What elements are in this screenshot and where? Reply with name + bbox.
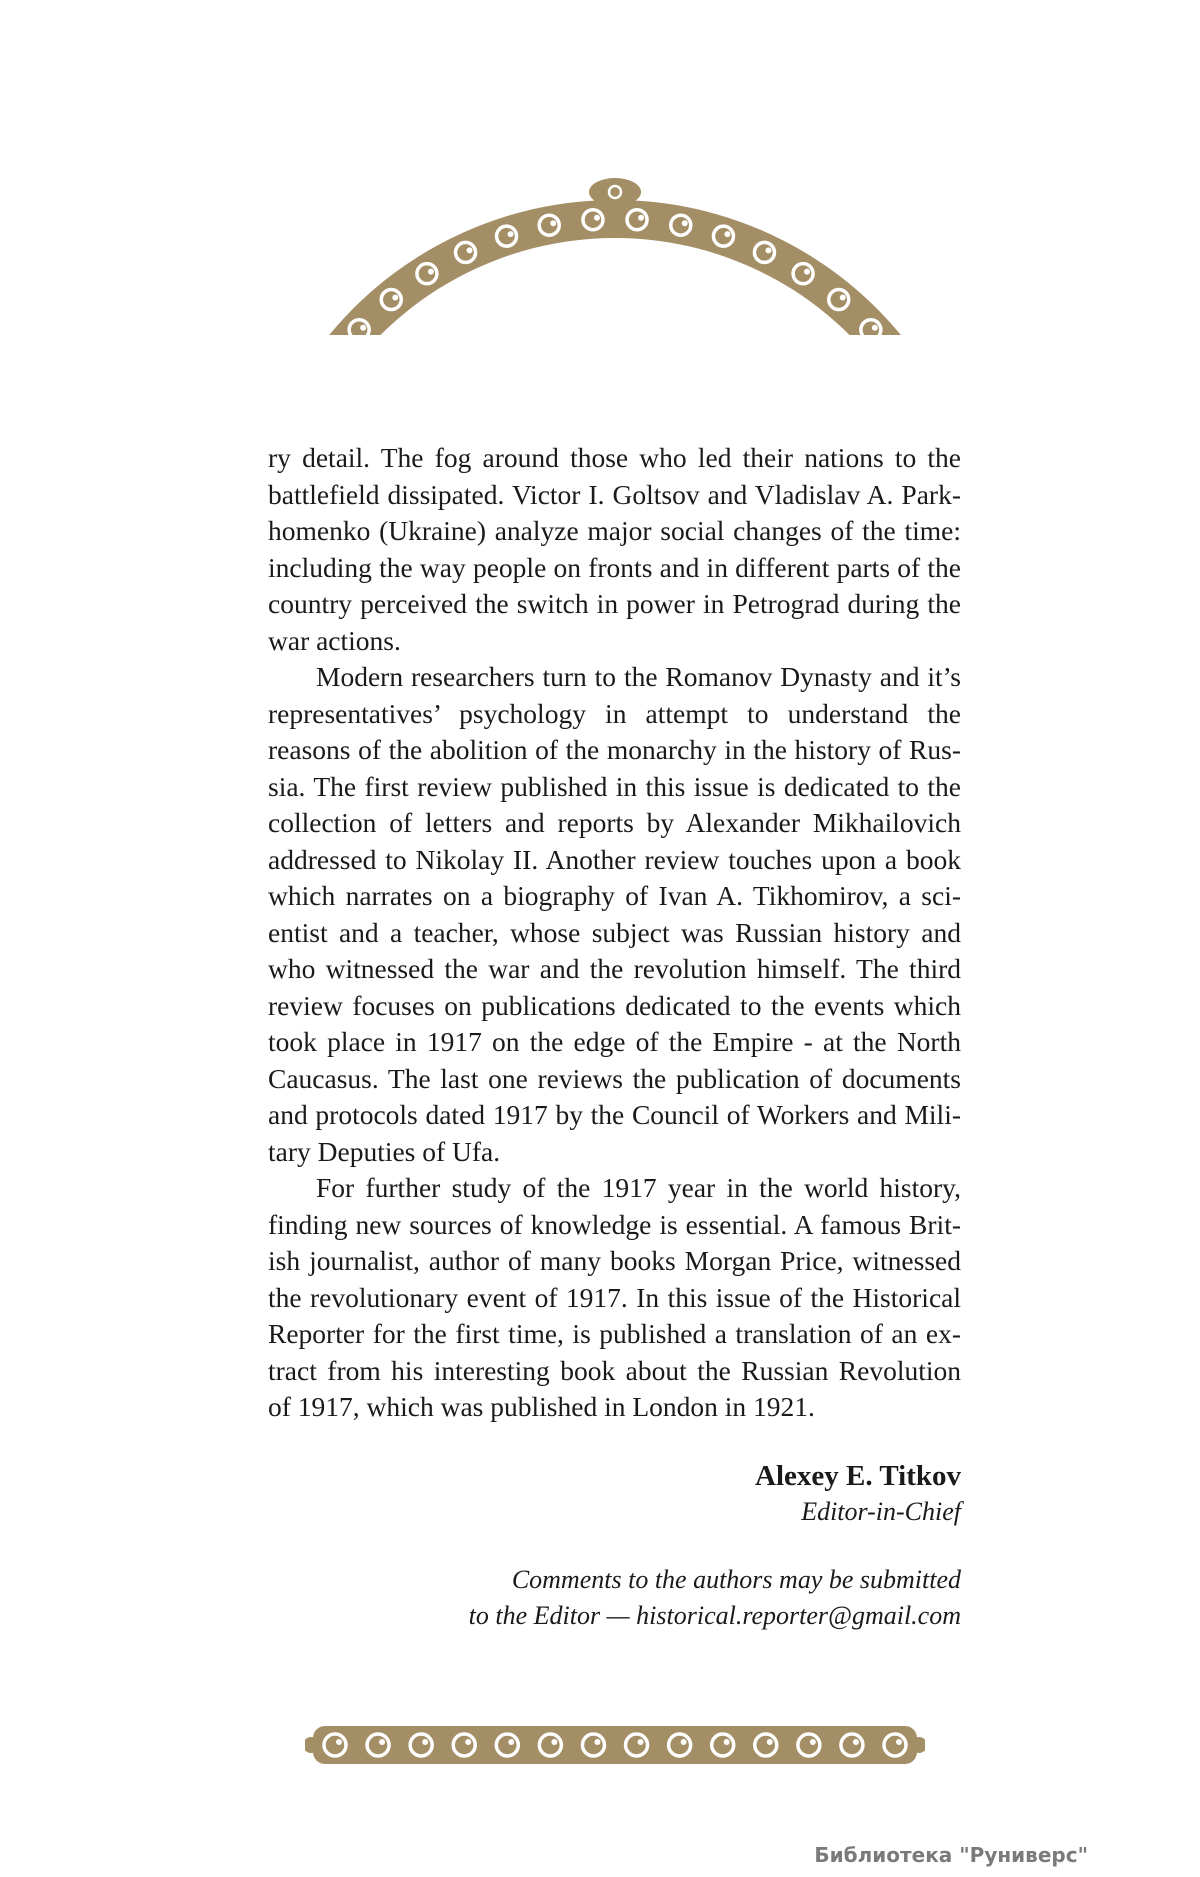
library-watermark: Библиотека "Руниверс" — [814, 1843, 1088, 1867]
comments-line-2: to the Editor — historical.reporter@gmail.com — [468, 1601, 961, 1630]
comments-line-1: Comments to the authors may be submitted — [511, 1565, 961, 1594]
main-text — [268, 440, 961, 1426]
paragraph-1: ry detail. The fog around those who led their nations to the battlefield dissipated. Victor I. Goltsov and Vladislav A. Park-homenko (Ukraine) analyze major social changes of the time: including the way people on fronts and in different parts of the country perceived the switch in power in Petrograd during the war actions. — [268, 442, 961, 656]
author-role: Editor-in-Chief — [801, 1497, 961, 1526]
floral-border-ornament — [305, 1720, 925, 1770]
comments-note — [469, 1562, 961, 1634]
paragraph-2: Modern researchers turn to the Romanov Dynasty and it’s representatives’ psychology in attempt to understand the reasons of the abolition of the monarchy in the history of Rus-sia. The first review published in this issue is dedicated to the collection of letters and reports by Alexander Mikhailovich addressed to Nikolay II. Another review touches upon a book which narrates on a biography of Ivan A. Tikhomirov, a sci-entist and a teacher, whose subject was Russian history and who witnessed the war and the revolution himself. The third review focuses on publications dedicated to the events which took place in 1917 on the edge of the Empire - at the North Caucasus. The last one reviews the publication of documents and protocols dated 1917 by the Council of Workers and Mili-tary Deputies of Ufa. — [268, 661, 961, 1167]
arched-floral-ornament — [255, 150, 975, 335]
author-name: Alexey E. Titkov — [755, 1460, 961, 1492]
signature-block — [755, 1458, 961, 1530]
paragraph-3: For further study of the 1917 year in the world history, finding new sources of knowledge is essential. A famous Brit-ish journalist, author of many books Morgan Price, witnessed the revolutionary event of 1917. In this issue of the Historical Reporter for the first time, is published a translation of an ex-tract from his interesting book about the Russian Revolution of 1917, which was published in London in 1921. — [268, 1172, 961, 1422]
